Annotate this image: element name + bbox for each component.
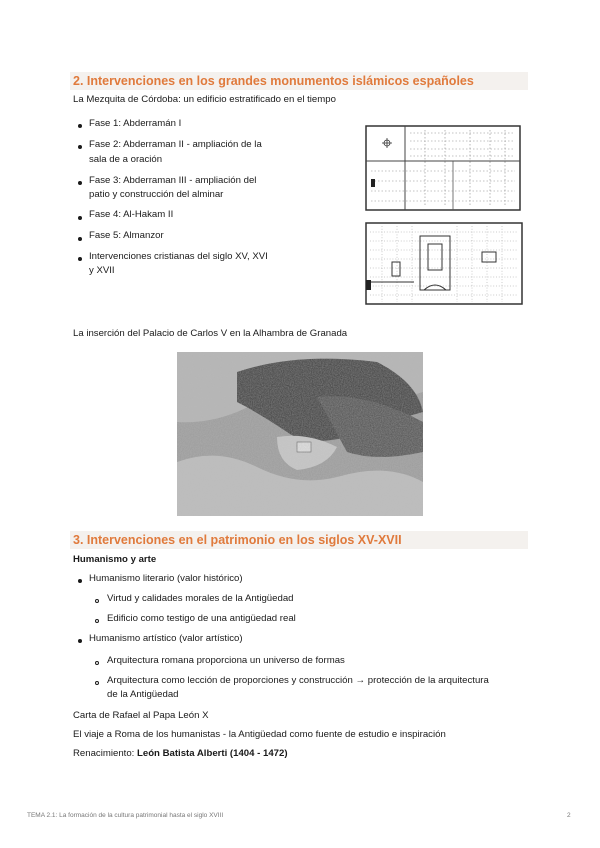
footer-text: TEMA 2.1: La formación de la cultura patrimonial hasta el siglo XVIII xyxy=(27,812,224,819)
bullet-icon xyxy=(78,124,82,128)
sub-bullet-icon xyxy=(95,599,99,603)
sub-bullet-icon xyxy=(95,619,99,623)
humanismo-heading: Humanismo y arte xyxy=(73,554,157,565)
mezquita-plan-bottom xyxy=(362,222,524,306)
renacimiento-line xyxy=(73,747,288,761)
mezquita-subtitle: La Mezquita de Córdoba: un edificio estratificado en el tiempo xyxy=(73,94,336,105)
alberti-name: León Batista Alberti (1404 - 1472) xyxy=(137,748,288,759)
renacimiento-label: Renacimiento: xyxy=(73,748,137,759)
bullet-icon xyxy=(78,181,82,185)
bullet-icon xyxy=(78,216,82,220)
sub-bullet-icon xyxy=(95,661,99,665)
phase-item: Fase 2: Abderraman II - ampliación de la xyxy=(89,139,262,150)
bullet-icon xyxy=(78,145,82,149)
section-2-title: 2. Intervenciones en los grandes monumentos islámicos españoles xyxy=(70,72,528,90)
page-number: 2 xyxy=(567,812,571,819)
viaje-roma: El viaje a Roma de los humanistas - la Antigüedad como fuente de estudio e inspiración xyxy=(73,729,446,740)
artistico-item-cont: de la Antigüedad xyxy=(107,689,179,700)
alhambra-aerial-photo xyxy=(177,352,423,516)
literario-item: Edificio como testigo de una antigüedad real xyxy=(107,613,296,624)
phase-item-cont: y XVII xyxy=(89,265,115,276)
phase-item: Fase 5: Almanzor xyxy=(89,230,164,241)
phase-item-cont: sala de a oración xyxy=(89,154,163,165)
humanismo-literario: Humanismo literario (valor histórico) xyxy=(89,573,243,584)
sub-bullet-icon xyxy=(95,681,99,685)
carta-rafael: Carta de Rafael al Papa León X xyxy=(73,710,209,721)
artistico-item: Arquitectura como lección de proporciones y construcción → protección de la arquitectura xyxy=(107,675,489,686)
bullet-icon xyxy=(78,579,82,583)
literario-item: Virtud y calidades morales de la Antigüedad xyxy=(107,593,294,604)
phase-item: Fase 3: Abderraman III - ampliación del xyxy=(89,175,257,186)
artistico-item: Arquitectura romana proporciona un universo de formas xyxy=(107,655,345,666)
bullet-icon xyxy=(78,237,82,241)
bullet-icon xyxy=(78,257,82,261)
bullet-icon xyxy=(78,639,82,643)
phase-item-cont: patio y construcción del alminar xyxy=(89,189,224,200)
section-3-title: 3. Intervenciones en el patrimonio en los siglos XV-XVII xyxy=(70,531,528,549)
alhambra-caption: La inserción del Palacio de Carlos V en la Alhambra de Granada xyxy=(73,328,348,339)
phase-item: Fase 4: Al-Hakam II xyxy=(89,209,174,220)
phase-item: Intervenciones cristianas del siglo XV, XVI xyxy=(89,251,268,262)
mezquita-plan-top xyxy=(365,125,521,211)
phase-item: Fase 1: Abderramán I xyxy=(89,118,182,129)
humanismo-artistico: Humanismo artístico (valor artístico) xyxy=(89,633,243,644)
